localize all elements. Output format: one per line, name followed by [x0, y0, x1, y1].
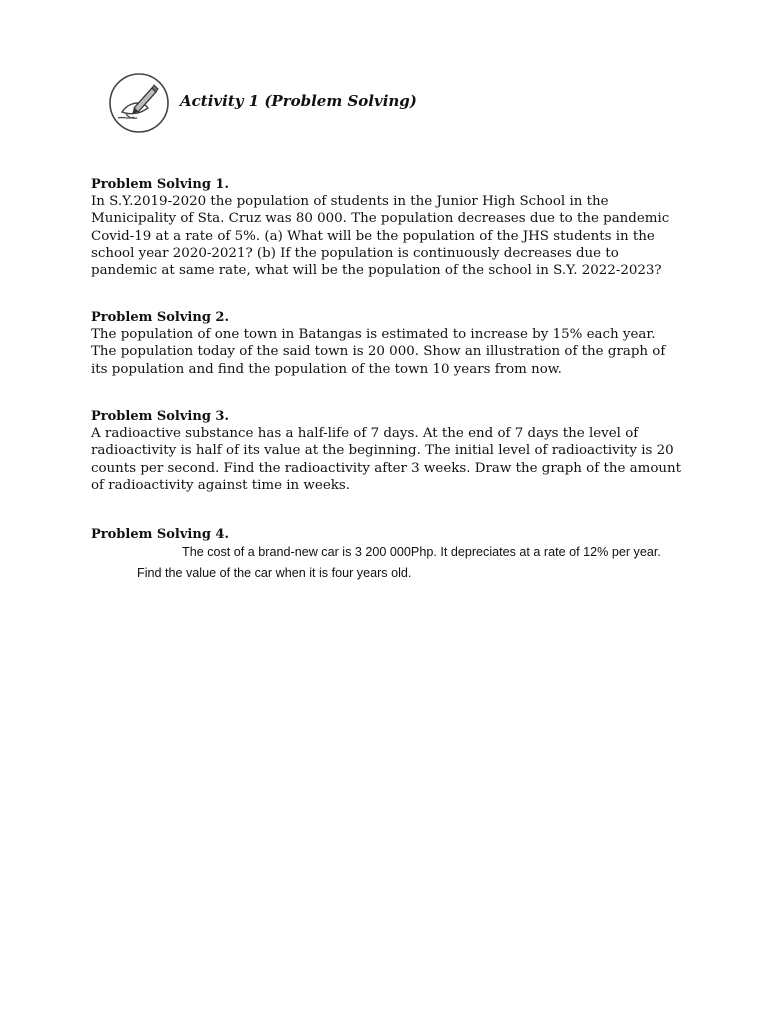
problem-3-line: counts per second. Find the radioactivity after 3 weeks. Draw the graph of the amount	[91, 460, 682, 476]
activity-header	[108, 72, 508, 138]
problem-1-line: school year 2020-2021? (b) If the population is continuously decreases due to	[91, 245, 619, 261]
problem-1-line: pandemic at same rate, what will be the population of the school in S.Y. 2022-2023?	[91, 263, 662, 279]
pencil-writing-icon	[108, 72, 170, 134]
problem-1-heading: Problem Solving 1.	[91, 177, 230, 192]
problem-3-heading: Problem Solving 3.	[91, 409, 230, 424]
problem-4	[91, 526, 691, 543]
problem-1	[91, 176, 691, 279]
problem-2	[91, 309, 691, 378]
activity-title: Activity 1 (Problem Solving)	[180, 92, 417, 110]
problem-2-heading: Problem Solving 2.	[91, 310, 230, 325]
problem-3	[91, 408, 691, 494]
problem-3-line: of radioactivity against time in weeks.	[91, 477, 350, 493]
problem-2-line: The population today of the said town is 20 000. Show an illustration of the graph of	[91, 344, 666, 360]
problem-1-line: In S.Y.2019-2020 the population of students in the Junior High School in the	[91, 194, 609, 209]
problem-3-line: radioactivity is half of its value at the beginning. The initial level of radioactivity is 20	[91, 443, 674, 459]
problem-4-line: Find the value of the car when it is four years old.	[137, 566, 412, 580]
problem-2-line: its population and find the population of the town 10 years from now.	[91, 361, 562, 377]
problem-1-line: Covid-19 at a rate of 5%. (a) What will be the population of the JHS students in the	[91, 228, 655, 244]
problem-1-line: Municipality of Sta. Cruz was 80 000. The population decreases due to the pandemic	[91, 211, 670, 227]
problem-3-line: A radioactive substance has a half-life of 7 days. At the end of 7 days the level of	[91, 426, 639, 441]
problem-4-heading: Problem Solving 4.	[91, 527, 230, 542]
problem-4-line: The cost of a brand-new car is 3 200 000Php. It depreciates at a rate of 12% per year.	[182, 545, 661, 559]
problem-2-line: The population of one town in Batangas is estimated to increase by 15% each year.	[91, 327, 656, 342]
